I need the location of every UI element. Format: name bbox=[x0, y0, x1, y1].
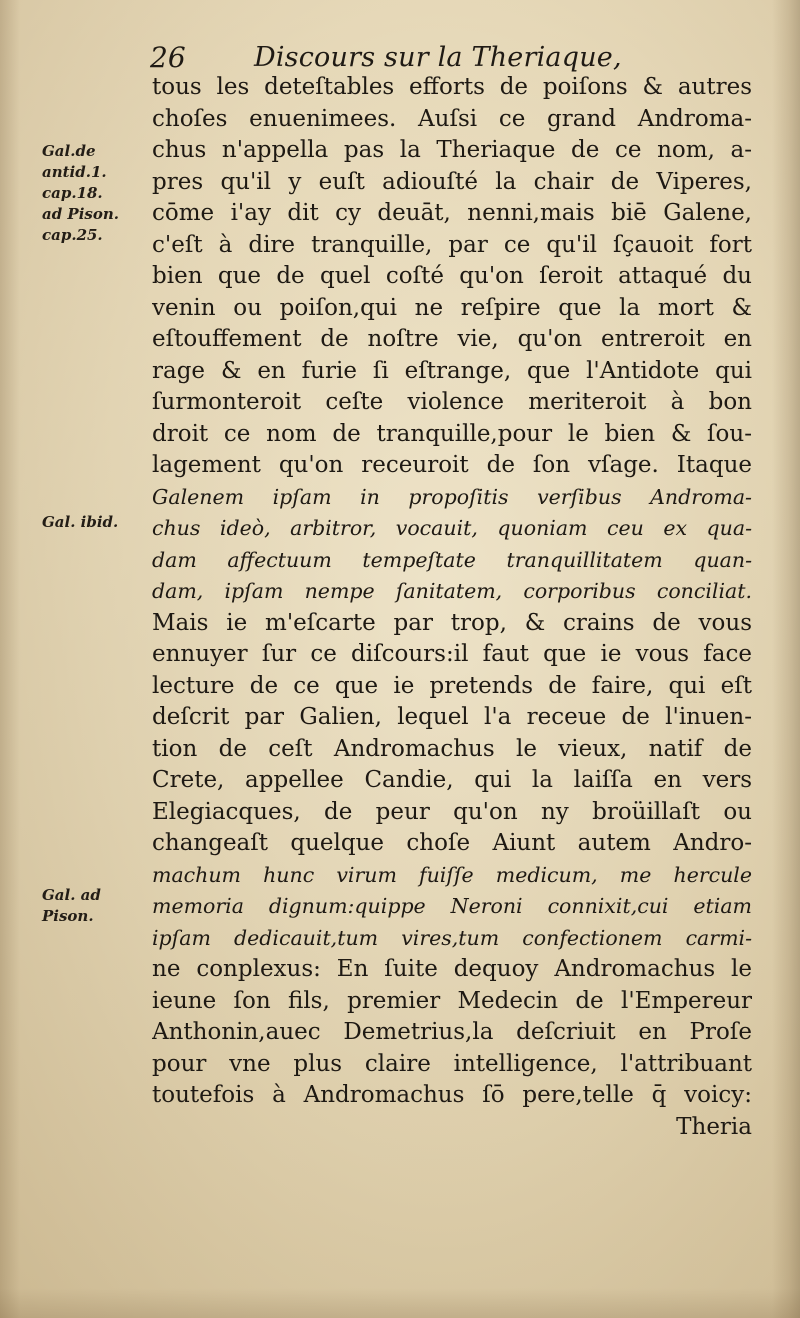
margin-note-line: Pison. bbox=[42, 907, 94, 925]
margin-note-galen-antidotes bbox=[42, 141, 119, 246]
margin-note-galen-ad-pison bbox=[42, 885, 101, 927]
text-line: dam, ipſam nempe ſanitatem, corporibus conciliat. bbox=[152, 579, 752, 603]
text-line: machum hunc virum fuiſſe medicum, me hercule bbox=[152, 862, 752, 887]
running-title: Discours sur la Theriaque, bbox=[254, 42, 622, 73]
text-line: tous les deteſtables efforts de poiſons & autres bbox=[152, 74, 752, 100]
margin-note-line: ad Pison. bbox=[42, 205, 119, 223]
text-line: ennuyer ſur ce diſcours:il faut que ie vous face bbox=[152, 641, 752, 667]
text-line: c'eſt à dire tranquille, par ce qu'il ſçauoit fort bbox=[152, 231, 752, 258]
margin-note-line: cap.25. bbox=[42, 226, 103, 244]
text-line: Crete, appellee Candie, qui la laiſſa en vers bbox=[152, 767, 752, 793]
margin-note-line: Gal. ibid. bbox=[42, 513, 119, 531]
margin-note-line: Gal.de bbox=[42, 142, 96, 160]
text-line: rage & en furie ſi eſtrange, que l'Antidote qui bbox=[152, 357, 752, 384]
page-number: 26 bbox=[150, 41, 186, 74]
margin-notes bbox=[0, 0, 150, 1318]
margin-note-line: antid.1. bbox=[42, 163, 107, 181]
text-line: eſtouffement de noſtre vie, qu'on entreroit en bbox=[152, 326, 752, 352]
page-shadow-right bbox=[772, 0, 800, 1318]
text-line: Mais ie m'eſcarte par trop, & crains de vous bbox=[152, 609, 752, 636]
text-line: ſurmonteroit ceſte violence meriteroit à bon bbox=[152, 389, 752, 415]
text-line: memoria dignum:quippe Neroni connixit,cui etiam bbox=[152, 894, 752, 918]
text-line: choſes enuenimees. Auſsi ce grand Androma- bbox=[152, 105, 752, 132]
text-line: Theria bbox=[676, 1113, 752, 1140]
text-line: venin ou poiſon,qui ne reſpire que la mort & bbox=[152, 294, 752, 321]
text-line: ipſam dedicauit,tum vires,tum confectionem carmi- bbox=[152, 925, 752, 950]
text-line: deſcrit par Galien, lequel l'a receue de l'inuen- bbox=[152, 704, 752, 730]
text-line: Anthonin,auec Demetrius,la deſcriuit en Proſe bbox=[152, 1019, 752, 1045]
text-line: tion de ceſt Andromachus le vieux, natif de bbox=[152, 735, 752, 762]
text-line: lagement qu'on receuroit de ſon vſage. Itaque bbox=[152, 452, 752, 478]
text-line: bien que de quel coſté qu'on ſeroit attaqué du bbox=[152, 263, 752, 289]
text-line: chus ideò, arbitror, vocauit, quoniam ceu ex qua- bbox=[152, 516, 752, 540]
text-line: ne conplexus: En ſuite dequoy Andromachus le bbox=[152, 956, 752, 982]
body-text bbox=[152, 72, 752, 1143]
page-header bbox=[150, 40, 750, 76]
text-line: Galenem ipſam in propoſitis verſibus Androma- bbox=[152, 484, 752, 509]
text-line: pres qu'il y euſt adiouſté la chair de Viperes, bbox=[152, 168, 752, 195]
text-line: Elegiacques, de peur qu'on ny broüillaſt ou bbox=[152, 798, 752, 825]
text-line: lecture de ce que ie pretends de faire, qui eſt bbox=[152, 672, 752, 699]
margin-note-galen-ibid bbox=[42, 512, 118, 533]
text-line: toutefois à Andromachus ſō pere,telle q̄ voicy: bbox=[152, 1082, 752, 1108]
text-line: chus n'appella pas la Theriaque de ce nom, a- bbox=[152, 137, 752, 163]
text-line: changeaſt quelque choſe Aiunt autem Andro- bbox=[152, 830, 752, 856]
margin-note-line: cap.18. bbox=[42, 184, 103, 202]
text-line: droit ce nom de tranquille,pour le bien & ſou- bbox=[152, 420, 752, 447]
text-line: ieune ſon fils, premier Medecin de l'Empereur bbox=[152, 987, 752, 1014]
margin-note-line: Gal. ad bbox=[42, 886, 101, 904]
text-line: cōme i'ay dit cy deuāt, nenni,mais biē Galene, bbox=[152, 200, 752, 226]
text-line: pour vne plus claire intelligence, l'attribuant bbox=[152, 1050, 752, 1077]
text-line: dam affectuum tempeſtate tranquillitatem quan- bbox=[152, 547, 752, 572]
